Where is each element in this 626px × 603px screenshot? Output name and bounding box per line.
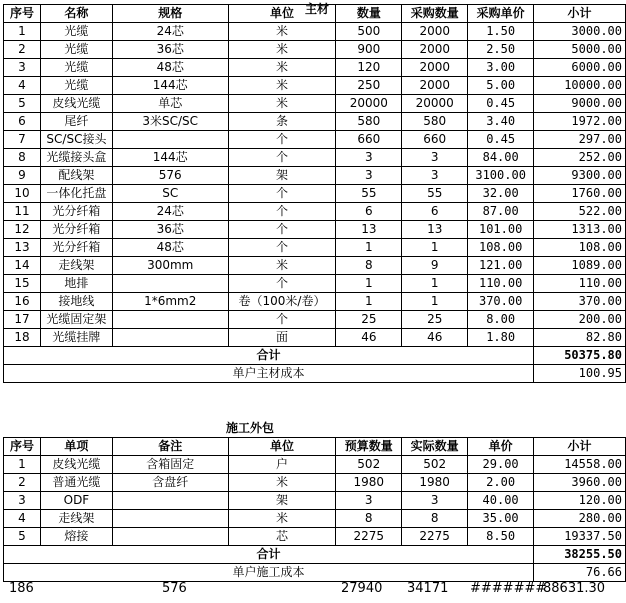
table-cell[interactable]: 19337.50	[534, 528, 626, 546]
total-value[interactable]: 38255.50	[534, 546, 626, 564]
table-cell[interactable]: 25	[402, 311, 468, 329]
table-cell[interactable]: 900	[336, 41, 402, 59]
unit-cost-row	[4, 365, 626, 383]
table-cell[interactable]: 25	[336, 311, 402, 329]
total-row	[4, 347, 626, 365]
header-cell[interactable]: 采购数量	[402, 5, 468, 23]
table-cell[interactable]: 2	[4, 474, 41, 492]
table-cell[interactable]: 1313.00	[534, 221, 626, 239]
table-cell[interactable]: 6	[336, 203, 402, 221]
table-cell[interactable]: 144芯	[112, 77, 228, 95]
table-cell[interactable]: 米	[228, 23, 336, 41]
table-cell[interactable]: 36芯	[112, 41, 228, 59]
table-cell[interactable]: 2.50	[468, 41, 534, 59]
table-row	[4, 167, 626, 185]
table-cell[interactable]: 108.00	[468, 239, 534, 257]
table-cell[interactable]: 280.00	[534, 510, 626, 528]
table-cell[interactable]: 3米SC/SC	[112, 113, 228, 131]
table-row	[4, 492, 626, 510]
table-cell[interactable]: 米	[228, 59, 336, 77]
table-cell[interactable]: 9	[402, 257, 468, 275]
table-cell[interactable]: 光缆	[40, 59, 112, 77]
table-cell[interactable]: 580	[336, 113, 402, 131]
table-cell[interactable]: 光分纤箱	[40, 221, 112, 239]
table-cell[interactable]: 120	[336, 59, 402, 77]
header-cell[interactable]: 序号	[4, 438, 41, 456]
footer-cell-8[interactable]: 88631.30	[543, 581, 606, 596]
table-cell[interactable]: 6	[4, 113, 41, 131]
table-cell[interactable]: 48芯	[112, 59, 228, 77]
table-cell[interactable]: 24芯	[112, 23, 228, 41]
unit-cost-label[interactable]: 单户主材成本	[4, 365, 534, 383]
table-cell[interactable]: 个	[228, 311, 336, 329]
table-cell[interactable]: 14558.00	[534, 456, 626, 474]
table-row	[4, 510, 626, 528]
header-cell[interactable]: 序号	[4, 5, 41, 23]
table-cell[interactable]: 250	[336, 77, 402, 95]
table-cell[interactable]: 架	[228, 167, 336, 185]
table-cell[interactable]: 13	[402, 221, 468, 239]
table-cell[interactable]: 个	[228, 185, 336, 203]
table-cell[interactable]: 1	[4, 23, 41, 41]
table-cell[interactable]: 光缆	[40, 77, 112, 95]
table-cell[interactable]: 40.00	[468, 492, 534, 510]
table-row	[4, 95, 626, 113]
table-cell[interactable]: 含箱固定	[112, 456, 228, 474]
table-cell[interactable]: 1980	[402, 474, 468, 492]
table-cell[interactable]: 5	[4, 528, 41, 546]
table-cell[interactable]: 6000.00	[534, 59, 626, 77]
table-cell[interactable]: 11	[4, 203, 41, 221]
table-cell[interactable]: 地排	[40, 275, 112, 293]
table-cell[interactable]: 芯	[228, 528, 336, 546]
table-cell[interactable]: 660	[336, 131, 402, 149]
table-cell[interactable]: 光缆接头盒	[40, 149, 112, 167]
table-cell[interactable]: 条	[228, 113, 336, 131]
table-row	[4, 149, 626, 167]
table-cell[interactable]: 7	[4, 131, 41, 149]
table-cell[interactable]: 3.40	[468, 113, 534, 131]
total-label[interactable]: 合计	[4, 546, 534, 564]
table-row	[4, 257, 626, 275]
table-row	[4, 456, 626, 474]
table-cell[interactable]: 9	[4, 167, 41, 185]
table-cell[interactable]: 20000	[402, 95, 468, 113]
table-cell[interactable]: 皮线光缆	[40, 456, 112, 474]
table-cell[interactable]: 1980	[336, 474, 402, 492]
table-cell[interactable]: 110.00	[468, 275, 534, 293]
table-cell[interactable]: 户	[228, 456, 336, 474]
header-cell[interactable]: 小计	[534, 5, 626, 23]
table-cell[interactable]: 14	[4, 257, 41, 275]
table-cell[interactable]: 单芯	[112, 95, 228, 113]
table-cell[interactable]	[112, 275, 228, 293]
table-cell[interactable]: 米	[228, 474, 336, 492]
table-cell[interactable]: 5	[4, 95, 41, 113]
table-cell[interactable]: 个	[228, 239, 336, 257]
table-row	[4, 59, 626, 77]
table-cell[interactable]: 3.00	[468, 59, 534, 77]
total-value[interactable]: 50375.80	[534, 347, 626, 365]
table-cell[interactable]: 20000	[336, 95, 402, 113]
table-cell[interactable]: 1	[4, 456, 41, 474]
table-cell[interactable]: 522.00	[534, 203, 626, 221]
table-cell[interactable]	[112, 528, 228, 546]
table-row	[4, 221, 626, 239]
table-cell[interactable]: 17	[4, 311, 41, 329]
table-cell[interactable]: 皮线光缆	[40, 95, 112, 113]
table-cell[interactable]: 502	[336, 456, 402, 474]
table-row	[4, 239, 626, 257]
table-cell[interactable]: 3	[336, 149, 402, 167]
unit-cost-label[interactable]: 单户施工成本	[4, 564, 534, 582]
table-cell[interactable]: 36芯	[112, 221, 228, 239]
table-cell[interactable]: 12	[4, 221, 41, 239]
table-cell[interactable]: 48芯	[112, 239, 228, 257]
table-cell[interactable]	[112, 510, 228, 528]
table-cell[interactable]: 1	[336, 293, 402, 311]
table-cell[interactable]: 10000.00	[534, 77, 626, 95]
table-cell[interactable]: 光分纤箱	[40, 203, 112, 221]
table-row	[4, 41, 626, 59]
table-cell[interactable]: 1	[402, 293, 468, 311]
table-cell[interactable]: 580	[402, 113, 468, 131]
table-cell[interactable]	[112, 311, 228, 329]
table-cell[interactable]: 个	[228, 149, 336, 167]
header-cell[interactable]: 名称	[40, 5, 112, 23]
table-cell[interactable]: 4	[4, 510, 41, 528]
table-cell[interactable]: 1760.00	[534, 185, 626, 203]
table-cell[interactable]: SC	[112, 185, 228, 203]
table-cell[interactable]: 46	[402, 329, 468, 347]
table-cell[interactable]: 2000	[402, 77, 468, 95]
table-cell[interactable]: 3960.00	[534, 474, 626, 492]
table-row	[4, 203, 626, 221]
header-cell[interactable]: 备注	[112, 438, 228, 456]
table-cell[interactable]: 3	[336, 492, 402, 510]
table-cell[interactable]: 个	[228, 203, 336, 221]
table-row	[4, 77, 626, 95]
table-cell[interactable]: 5000.00	[534, 41, 626, 59]
table-cell[interactable]: 个	[228, 275, 336, 293]
unit-cost-value[interactable]: 76.66	[534, 564, 626, 582]
table-cell[interactable]: 光缆	[40, 23, 112, 41]
table-cell[interactable]: SC/SC接头	[40, 131, 112, 149]
table-cell[interactable]: 光缆	[40, 41, 112, 59]
header-row	[4, 438, 626, 456]
table-cell[interactable]: 卷（100米/卷）	[228, 293, 336, 311]
table-cell[interactable]: 光分纤箱	[40, 239, 112, 257]
table-row	[4, 131, 626, 149]
table-cell[interactable]: 502	[402, 456, 468, 474]
table-row	[4, 293, 626, 311]
materials-table	[3, 4, 626, 383]
table-cell[interactable]: 3100.00	[468, 167, 534, 185]
table-cell[interactable]: 8	[336, 510, 402, 528]
construction-table	[3, 437, 626, 582]
table-cell[interactable]: 8.50	[468, 528, 534, 546]
header-cell[interactable]: 数量	[336, 5, 402, 23]
footer-cell-5[interactable]: 27940	[341, 581, 383, 596]
table-cell[interactable]: 米	[228, 77, 336, 95]
table-cell[interactable]: 32.00	[468, 185, 534, 203]
table-cell[interactable]: 24芯	[112, 203, 228, 221]
table-cell[interactable]: 米	[228, 41, 336, 59]
table-cell[interactable]: 16	[4, 293, 41, 311]
table-cell[interactable]: 10	[4, 185, 41, 203]
table-cell[interactable]: 101.00	[468, 221, 534, 239]
table-cell[interactable]: 个	[228, 131, 336, 149]
header-cell[interactable]: 规格	[112, 5, 228, 23]
header-cell[interactable]: 单位	[228, 438, 336, 456]
total-row	[4, 546, 626, 564]
table-cell[interactable]: 13	[336, 221, 402, 239]
table-cell[interactable]: 84.00	[468, 149, 534, 167]
footer-cell-3[interactable]: 576	[162, 581, 187, 596]
table-cell[interactable]: 3	[4, 59, 41, 77]
table-cell[interactable]: 光缆挂牌	[40, 329, 112, 347]
table-cell[interactable]: 走线架	[40, 510, 112, 528]
table-cell[interactable]: 55	[336, 185, 402, 203]
table-cell[interactable]: 297.00	[534, 131, 626, 149]
footer-summary-row	[3, 579, 623, 599]
table-cell[interactable]: 35.00	[468, 510, 534, 528]
table-cell[interactable]: 3	[336, 167, 402, 185]
table-cell[interactable]: 面	[228, 329, 336, 347]
table-cell[interactable]: 一体化托盘	[40, 185, 112, 203]
table-cell[interactable]: 4	[4, 77, 41, 95]
table-cell[interactable]: 120.00	[534, 492, 626, 510]
header-cell[interactable]: 单位	[228, 5, 336, 23]
table-cell[interactable]: 576	[112, 167, 228, 185]
table-cell[interactable]: 1	[336, 275, 402, 293]
table-cell[interactable]: 1.80	[468, 329, 534, 347]
table-row	[4, 528, 626, 546]
table-cell[interactable]: ODF	[40, 492, 112, 510]
table-cell[interactable]: 0.45	[468, 131, 534, 149]
section-title-materials: 主材	[305, 2, 330, 16]
table-cell[interactable]: 8.00	[468, 311, 534, 329]
table-cell[interactable]: 含盘纤	[112, 474, 228, 492]
table-cell[interactable]: 300mm	[112, 257, 228, 275]
table-cell[interactable]: 370.00	[534, 293, 626, 311]
table-cell[interactable]: 光缆固定架	[40, 311, 112, 329]
table-cell[interactable]: 1089.00	[534, 257, 626, 275]
table-cell[interactable]: 8	[402, 510, 468, 528]
header-cell[interactable]: 小计	[534, 438, 626, 456]
table-cell[interactable]: 29.00	[468, 456, 534, 474]
table-cell[interactable]: 87.00	[468, 203, 534, 221]
table-cell[interactable]: 3	[402, 149, 468, 167]
header-cell[interactable]: 实际数量	[402, 438, 468, 456]
table-cell[interactable]: 121.00	[468, 257, 534, 275]
table-cell[interactable]: 660	[402, 131, 468, 149]
table-cell[interactable]: 8	[336, 257, 402, 275]
table-cell[interactable]: 3	[4, 492, 41, 510]
table-row	[4, 113, 626, 131]
table-cell[interactable]: 1.50	[468, 23, 534, 41]
table-cell[interactable]: 3	[402, 492, 468, 510]
table-cell[interactable]: 1	[402, 275, 468, 293]
table-cell[interactable]: 1972.00	[534, 113, 626, 131]
table-cell[interactable]: 9000.00	[534, 95, 626, 113]
footer-cell-7[interactable]: #######	[470, 581, 547, 596]
table-cell[interactable]: 普通光缆	[40, 474, 112, 492]
table-row	[4, 185, 626, 203]
table-cell[interactable]: 9300.00	[534, 167, 626, 185]
table-cell[interactable]: 米	[228, 95, 336, 113]
unit-cost-value[interactable]: 100.95	[534, 365, 626, 383]
table-cell[interactable]: 5.00	[468, 77, 534, 95]
table-cell[interactable]: 2000	[402, 23, 468, 41]
table-cell[interactable]	[112, 131, 228, 149]
table-cell[interactable]: 米	[228, 510, 336, 528]
table-row	[4, 23, 626, 41]
header-cell[interactable]: 预算数量	[336, 438, 402, 456]
table-cell[interactable]: 接地线	[40, 293, 112, 311]
table-cell[interactable]: 15	[4, 275, 41, 293]
footer-cell-1[interactable]: 186	[9, 581, 34, 596]
table-cell[interactable]: 米	[228, 257, 336, 275]
table-cell[interactable]	[112, 492, 228, 510]
table-cell[interactable]: 2275	[402, 528, 468, 546]
table-cell[interactable]: 108.00	[534, 239, 626, 257]
table-cell[interactable]: 82.80	[534, 329, 626, 347]
table-cell[interactable]: 1*6mm2	[112, 293, 228, 311]
table-cell[interactable]: 2.00	[468, 474, 534, 492]
table-row	[4, 275, 626, 293]
table-cell[interactable]: 2275	[336, 528, 402, 546]
table-cell[interactable]: 144芯	[112, 149, 228, 167]
table-cell[interactable]	[112, 329, 228, 347]
footer-cell-6[interactable]: 34171	[407, 581, 449, 596]
table-cell[interactable]: 8	[4, 149, 41, 167]
table-row	[4, 329, 626, 347]
total-label[interactable]: 合计	[4, 347, 534, 365]
table-cell[interactable]: 13	[4, 239, 41, 257]
table-cell[interactable]: 1	[402, 239, 468, 257]
table-cell[interactable]: 46	[336, 329, 402, 347]
table-cell[interactable]: 370.00	[468, 293, 534, 311]
table-row	[4, 474, 626, 492]
table-cell[interactable]: 3000.00	[534, 23, 626, 41]
table-cell[interactable]: 55	[402, 185, 468, 203]
table-cell[interactable]: 200.00	[534, 311, 626, 329]
header-cell[interactable]: 单价	[468, 438, 534, 456]
table-cell[interactable]: 2	[4, 41, 41, 59]
table-cell[interactable]: 尾纤	[40, 113, 112, 131]
table-cell[interactable]: 2000	[402, 41, 468, 59]
header-row	[4, 5, 626, 23]
table-cell[interactable]: 1	[336, 239, 402, 257]
header-cell[interactable]: 采购单价	[468, 5, 534, 23]
table-cell[interactable]: 3	[402, 167, 468, 185]
table-row	[4, 311, 626, 329]
table-cell[interactable]: 252.00	[534, 149, 626, 167]
table-cell[interactable]: 18	[4, 329, 41, 347]
table-cell[interactable]: 熔接	[40, 528, 112, 546]
table-cell[interactable]: 110.00	[534, 275, 626, 293]
table-cell[interactable]: 走线架	[40, 257, 112, 275]
table-cell[interactable]: 500	[336, 23, 402, 41]
table-cell[interactable]: 个	[228, 221, 336, 239]
header-cell[interactable]: 单项	[40, 438, 112, 456]
table-cell[interactable]: 配线架	[40, 167, 112, 185]
section-title-construction: 施工外包	[226, 421, 275, 435]
table-cell[interactable]: 0.45	[468, 95, 534, 113]
table-cell[interactable]: 2000	[402, 59, 468, 77]
table-cell[interactable]: 架	[228, 492, 336, 510]
table-cell[interactable]: 6	[402, 203, 468, 221]
